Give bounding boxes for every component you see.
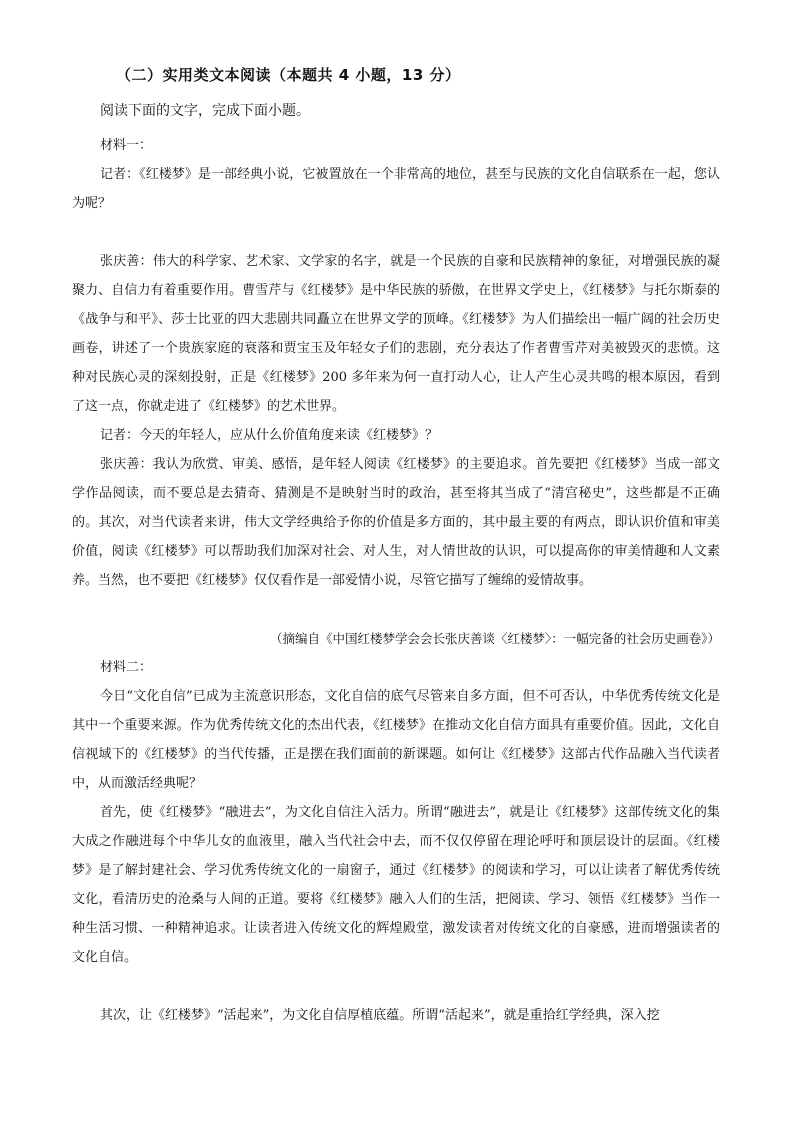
material-one-label: 材料一： (100, 138, 153, 153)
paragraph: 记者：《红楼梦》是一部经典小说，它被置放在一个非常高的地位，甚至与民族的文化自信联系在一起，您认为呢？ (72, 167, 720, 211)
material-two-label: 材料二： (100, 660, 153, 675)
paragraph: 张庆善：我认为欣赏、审美、感悟，是年轻人阅读《红楼梦》的主要追求。首先要把《红楼梦》当成一部文学作品阅读，而不要总是去猜奇、猜测是不是映射当时的政治，甚至将其当成了“清宫秘史”，这些都是不正确的。其次，对当代读者来讲，伟大文学经典给予你的价值是多方面的，其中最主要的有两点，即认识价值和审美价值，阅读《红楼梦》可以帮助我们加深对社会、对人生，对人情世故的认识，可以提高你的审美情趣和人文素养。当然，也不要把《红楼梦》仅仅看作是一部爱情小说，尽管它描写了缠绵的爱情故事。 (72, 457, 720, 588)
citation-source: （摘编自《中国红楼梦学会会长张庆善谈〈红楼梦〉：一幅完备的社会历史画卷》） (269, 631, 720, 646)
section-title: （二）实用类文本阅读（本题共 4 小题，13 分） (116, 66, 461, 84)
paragraph: 其次，让《红楼梦》“活起来”，为文化自信厚植底蕴。所谓“活起来”，就是重拾红学经典，深入挖 (100, 1008, 660, 1023)
reading-instruction: 阅读下面的文字，完成下面小题。 (100, 103, 310, 119)
paragraph: 首先，使《红楼梦》“融进去”，为文化自信注入活力。所谓“融进去”，就是让《红楼梦》这部传统文化的集大成之作融进每个中华儿女的血液里，融入当代社会中去，而不仅仅停留在理论呼吁和顶层设计的层面。《红楼梦》是了解封建社会、学习优秀传统文化的一扇窗子，通过《红楼梦》的阅读和学习，可以让读者了解优秀传统文化，看清历史的沧桑与人间的正道。要将《红楼梦》融入人们的生活，把阅读、学习、领悟《红楼梦》当作一种生活习惯、一种精神追求。让读者进入传统文化的辉煌殿堂，激发读者对传统文化的自豪感，进而增强读者的文化自信。 (72, 805, 720, 965)
paragraph: 记者：今天的年轻人，应从什么价值角度来读《红楼梦》？ (100, 428, 439, 443)
paragraph: 张庆善：伟大的科学家、艺术家、文学家的名字，就是一个民族的自豪和民族精神的象征，对增强民族的凝聚力、自信力有着重要作用。曹雪芹与《红楼梦》是中华民族的骄傲，在世界文学史上，《红楼梦》与托尔斯泰的《战争与和平》、莎士比亚的四大悲剧共同矗立在世界文学的顶峰。《红楼梦》为人们描绘出一幅广阔的社会历史画卷，讲述了一个贵族家庭的衰落和贾宝玉及年轻女子们的悲剧，充分表达了作者曹雪芹对美被毁灭的悲愤。这种对民族心灵的深刻投射，正是《红楼梦》200 多年来为何一直打动人心，让人产生心灵共鸣的根本原因，看到了这一点，你就走进了《红楼梦》的艺术世界。 (72, 254, 720, 414)
paragraph: 今日“文化自信”已成为主流意识形态，文化自信的底气尽管来自多方面，但不可否认，中华优秀传统文化是其中一个重要来源。作为优秀传统文化的杰出代表，《红楼梦》在推动文化自信方面具有重要价值。因此，文化自信视域下的《红楼梦》的当代传播，正是摆在我们面前的新课题。如何让《红楼梦》这部古代作品融入当代读者中，从而激活经典呢？ (72, 689, 720, 791)
